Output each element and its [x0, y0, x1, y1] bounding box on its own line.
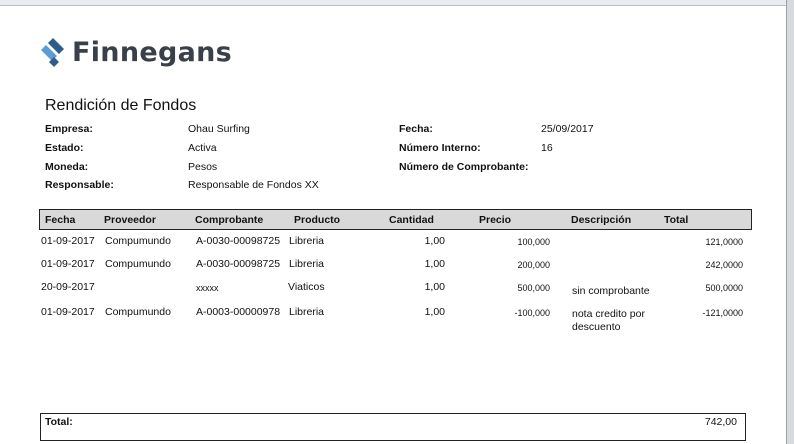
moneda-label: Moneda:: [45, 161, 89, 173]
cell-proveedor: Compumundo: [105, 258, 171, 270]
responsable-value: Responsable de Fondos XX: [188, 179, 319, 191]
cell-fecha: 01-09-2017: [41, 235, 95, 247]
empresa-label: Empresa:: [45, 123, 93, 135]
col-descripcion: Descripción: [571, 214, 632, 226]
cell-comprobante: A-0030-00098725: [196, 235, 281, 247]
brand-name: Finnegans: [72, 36, 232, 68]
empresa-value: Ohau Surfing: [188, 123, 250, 135]
fecha-label: Fecha:: [399, 123, 433, 135]
page-title: Rendición de Fondos: [45, 97, 197, 114]
cell-cantidad: 1,00: [424, 258, 445, 270]
total-label: Total:: [45, 416, 73, 428]
cell-precio: 200,000: [517, 260, 550, 270]
cell-proveedor: Compumundo: [105, 235, 171, 247]
estado-value: Activa: [188, 142, 217, 154]
col-proveedor: Proveedor: [104, 214, 156, 226]
cell-producto: Libreria: [289, 306, 325, 318]
moneda-value: Pesos: [188, 161, 218, 173]
cell-producto: Libreria: [289, 258, 325, 270]
cell-producto: Libreria: [289, 235, 325, 247]
cell-producto: Viaticos: [288, 281, 325, 293]
cell-comprobante: A-0030-00098725: [196, 258, 281, 270]
col-precio: Precio: [479, 214, 512, 226]
cell-cantidad: 1,00: [424, 235, 445, 247]
numero-comprobante-label: Número de Comprobante:: [399, 161, 529, 173]
cell-total: 500,0000: [705, 283, 743, 293]
col-total: Total: [664, 214, 689, 226]
cell-proveedor: Compumundo: [105, 306, 171, 318]
report-page: [0, 6, 786, 444]
total-box: [40, 413, 746, 441]
cell-fecha: 20-09-2017: [41, 281, 95, 293]
table-header: [39, 209, 752, 230]
cell-descripcion: sin comprobante: [572, 285, 650, 297]
responsable-label: Responsable:: [45, 179, 114, 191]
cell-precio: -100,000: [514, 308, 550, 318]
total-value: 742,00: [704, 416, 737, 428]
cell-cantidad: 1,00: [424, 281, 445, 293]
cell-precio: 500,000: [517, 283, 550, 293]
numero-interno-value: 16: [541, 142, 553, 154]
cell-total: 121,0000: [705, 237, 743, 247]
estado-label: Estado:: [45, 142, 84, 154]
col-fecha: Fecha: [45, 214, 76, 226]
cell-total: 242,0000: [705, 260, 743, 270]
col-comprobante: Comprobante: [195, 214, 264, 226]
finnegans-logo-icon: [40, 37, 66, 67]
scrollbar[interactable]: [786, 0, 794, 444]
cell-comprobante: A-0003-00000978: [196, 306, 281, 318]
cell-cantidad: 1,00: [424, 306, 445, 318]
cell-fecha: 01-09-2017: [41, 306, 95, 318]
cell-descripcion: nota credito por descuento: [572, 308, 645, 333]
col-producto: Producto: [294, 214, 341, 226]
cell-precio: 100,000: [517, 237, 550, 247]
cell-total: -121,0000: [702, 308, 743, 318]
col-cantidad: Cantidad: [389, 214, 434, 226]
brand-logo: [40, 34, 232, 70]
fecha-value: 25/09/2017: [541, 123, 594, 135]
cell-comprobante: xxxxx: [196, 283, 219, 293]
numero-interno-label: Número Interno:: [399, 142, 481, 154]
cell-fecha: 01-09-2017: [41, 258, 95, 270]
